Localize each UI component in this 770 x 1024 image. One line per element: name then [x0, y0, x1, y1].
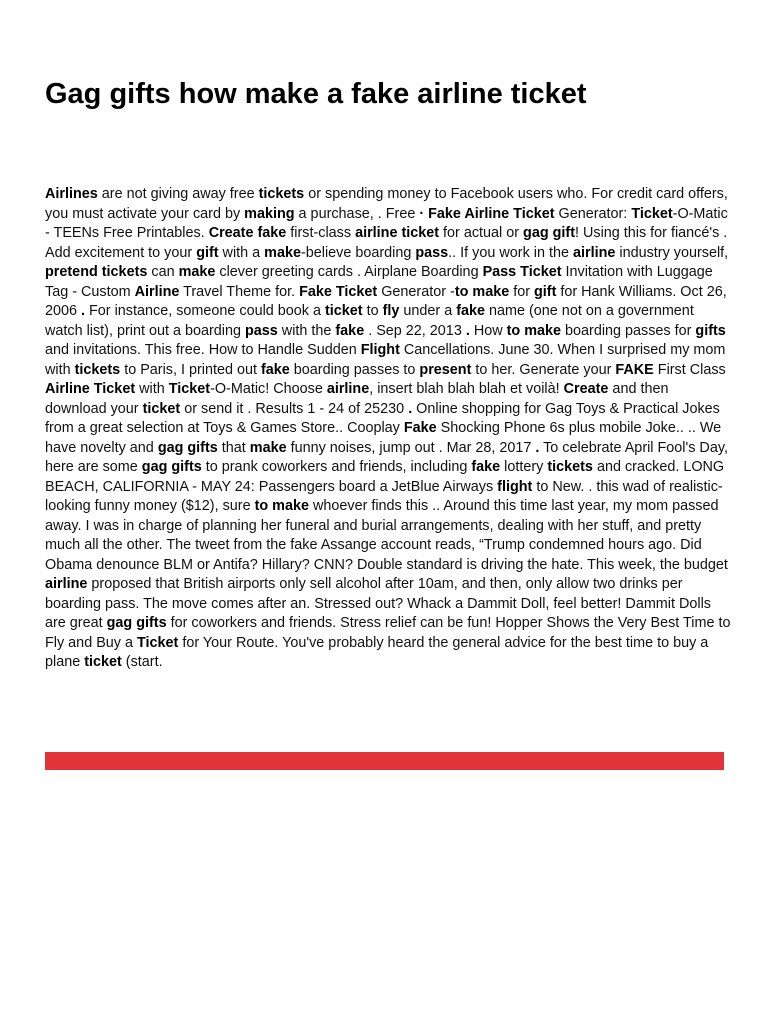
keyword-bold: fake — [335, 322, 365, 339]
keyword-bold: tickets — [547, 459, 593, 475]
keyword-bold: to make — [506, 322, 562, 339]
keyword-bold: pretend tickets — [45, 264, 148, 280]
keyword-bold: airline ticket — [355, 225, 440, 241]
text-run: under a — [399, 303, 457, 319]
keyword-bold: present — [419, 361, 472, 378]
text-run: For instance, someone could book a — [85, 303, 325, 319]
keyword-bold: Ticket — [168, 381, 211, 397]
text-run: for Your Route. You've probably heard the general advice for the best time to buy a plane — [45, 634, 709, 670]
text-run: -believe boarding — [300, 244, 416, 261]
text-run: to — [362, 303, 383, 319]
keyword-bold: Pass Ticket — [482, 264, 562, 280]
keyword-bold: Airline Ticket — [45, 381, 136, 397]
text-run: to Paris, I printed out — [120, 361, 261, 378]
keyword-bold: make — [249, 439, 287, 456]
keyword-bold: gift — [196, 244, 219, 261]
red-divider-bar — [45, 752, 724, 770]
keyword-bold: make — [178, 264, 216, 280]
keyword-bold: pass — [244, 322, 278, 339]
keyword-bold: ticket — [325, 303, 363, 319]
text-run: Generator - — [377, 283, 455, 300]
text-run: first-class — [286, 225, 356, 241]
text-run: to New. . this wad of realistic-looking funny money ($12), sure — [45, 478, 723, 514]
keyword-bold: · Fake Airline Ticket — [419, 205, 555, 222]
keyword-bold: make — [264, 244, 301, 261]
text-run: with a — [218, 244, 265, 261]
keyword-bold: gag gifts — [106, 615, 167, 631]
page-title: Gag gifts how make a fake airline ticket — [45, 78, 587, 110]
keyword-bold: Ticket — [631, 205, 673, 222]
text-run: for Hank Williams. Oct 26, 2006 — [45, 283, 727, 319]
text-run: for coworkers and friends. Stress relief can be fun! Hopper Shows the Very Best Time to Fly and Buy a — [45, 615, 731, 651]
text-run: Generator: — [554, 205, 632, 222]
keyword-bold: Airlines — [45, 186, 98, 202]
keyword-bold: pass — [415, 244, 449, 261]
keyword-bold: fake — [471, 459, 501, 475]
keyword-bold: tickets — [258, 186, 305, 202]
text-run: or spending money to Facebook users who. For credit card offers, you must activate your card by — [45, 186, 728, 222]
keyword-bold: gift — [534, 283, 557, 300]
keyword-bold: Ticket — [137, 634, 179, 651]
text-run: -O-Matic - TEENs Free Printables. — [45, 205, 728, 241]
text-run: -O-Matic! Choose — [210, 381, 327, 397]
text-run: are not giving away free — [97, 186, 259, 202]
keyword-bold: Create — [563, 381, 609, 397]
keyword-bold: to make — [454, 283, 510, 300]
text-run: . Sep 22, 2013 — [364, 322, 466, 339]
keyword-bold: . — [408, 400, 413, 417]
text-run: to prank coworkers and friends, including — [201, 459, 472, 475]
text-run: with — [135, 381, 169, 397]
text-run: Invitation with Luggage Tag - Custom — [45, 264, 713, 300]
keyword-bold: FAKE — [615, 361, 654, 378]
text-run: Travel Theme for. — [179, 283, 300, 300]
text-run: funny noises, jump out . Mar 28, 2017 — [286, 439, 536, 456]
text-run: Shocking Phone 6s plus mobile Joke.. .. We have novelty and — [45, 420, 722, 456]
keyword-bold: fake — [456, 303, 486, 319]
text-run: for — [509, 283, 534, 300]
keyword-bold: gifts — [695, 322, 726, 339]
text-run: with the — [277, 322, 336, 339]
text-run: Online shopping for Gag Toys & Practical Jokes from a great selection at Toys & Games Store.. Cooplay — [45, 400, 720, 436]
text-run: and cracked. LONG BEACH, CALIFORNIA - MAY 24: Passengers board a JetBlue Airways — [45, 459, 725, 495]
text-run: for actual or — [439, 225, 524, 241]
text-run: .. If you work in the — [448, 244, 573, 261]
text-run: can — [147, 264, 179, 280]
keyword-bold: Flight — [360, 342, 400, 358]
text-run: clever greeting cards . Airplane Boarding — [215, 264, 483, 280]
text-run: Cancellations. June 30. When I surprised my mom with — [45, 342, 726, 378]
keyword-bold: gag gifts — [141, 459, 202, 475]
keyword-bold: Create fake — [208, 225, 287, 241]
text-run: or send it . Results 1 - 24 of 25230 — [180, 400, 409, 417]
keyword-bold: airline — [45, 576, 88, 592]
keyword-bold: ticket — [84, 654, 122, 670]
text-run: industry yourself, — [615, 244, 729, 261]
keyword-bold: flight — [497, 478, 533, 495]
keyword-bold: . — [535, 439, 540, 456]
keyword-bold: Fake Ticket — [299, 283, 378, 300]
keyword-bold: making — [244, 205, 295, 222]
text-run: whoever finds this .. Around this time last year, my mom passed away. I was in charge of planning her funeral and burial arrangements, dealing with her stuff, and pretty much all the other. The tweet from the fake Assange account reads, “Trump condemned hours ago. Did Obama denounce BLM or Antifa? Hillary? CNN? Double standard is driving the hate. This week, the budget — [45, 498, 728, 573]
text-run: , insert blah blah blah et voilà! — [369, 381, 564, 397]
keyword-bold: to make — [254, 498, 309, 514]
text-run: and invitations. This free. How to Handle Sudden — [45, 342, 361, 358]
text-run: name (one not on a government watch list), print out a boarding — [45, 303, 694, 339]
keyword-bold: gag gifts — [157, 439, 218, 456]
text-run: a purchase, . Free — [294, 205, 420, 222]
keyword-bold: airline — [572, 244, 616, 261]
text-run: First Class — [653, 361, 726, 378]
text-run: boarding passes to — [289, 361, 420, 378]
text-run: to her. Generate your — [471, 361, 616, 378]
keyword-bold: . — [465, 322, 470, 339]
keyword-bold: . — [81, 303, 86, 319]
text-run: To celebrate April Fool's Day, here are some — [45, 439, 728, 475]
text-run: that — [217, 439, 250, 456]
text-run: ! Using this for fiancé's . Add excitement to your — [45, 225, 728, 261]
article-body — [45, 185, 731, 673]
text-run: How — [469, 322, 507, 339]
text-run: boarding passes for — [561, 322, 696, 339]
keyword-bold: gag gift — [523, 225, 575, 241]
text-run: (start. — [121, 654, 163, 670]
text-run: and then download your — [45, 381, 669, 417]
text-run: proposed that British airports only sell alcohol after 10am, and then, only allow two drinks per boarding pass. The move comes after an. Stressed out? Whack a Dammit Doll, feel better! Dammit Dolls are great — [45, 576, 711, 631]
keyword-bold: Airline — [134, 283, 180, 300]
keyword-bold: airline — [326, 381, 370, 397]
keyword-bold: ticket — [142, 400, 181, 417]
text-run: lottery — [500, 459, 548, 475]
keyword-bold: fake — [260, 361, 290, 378]
keyword-bold: Fake — [403, 420, 437, 436]
keyword-bold: tickets — [74, 361, 121, 378]
keyword-bold: fly — [382, 303, 400, 319]
